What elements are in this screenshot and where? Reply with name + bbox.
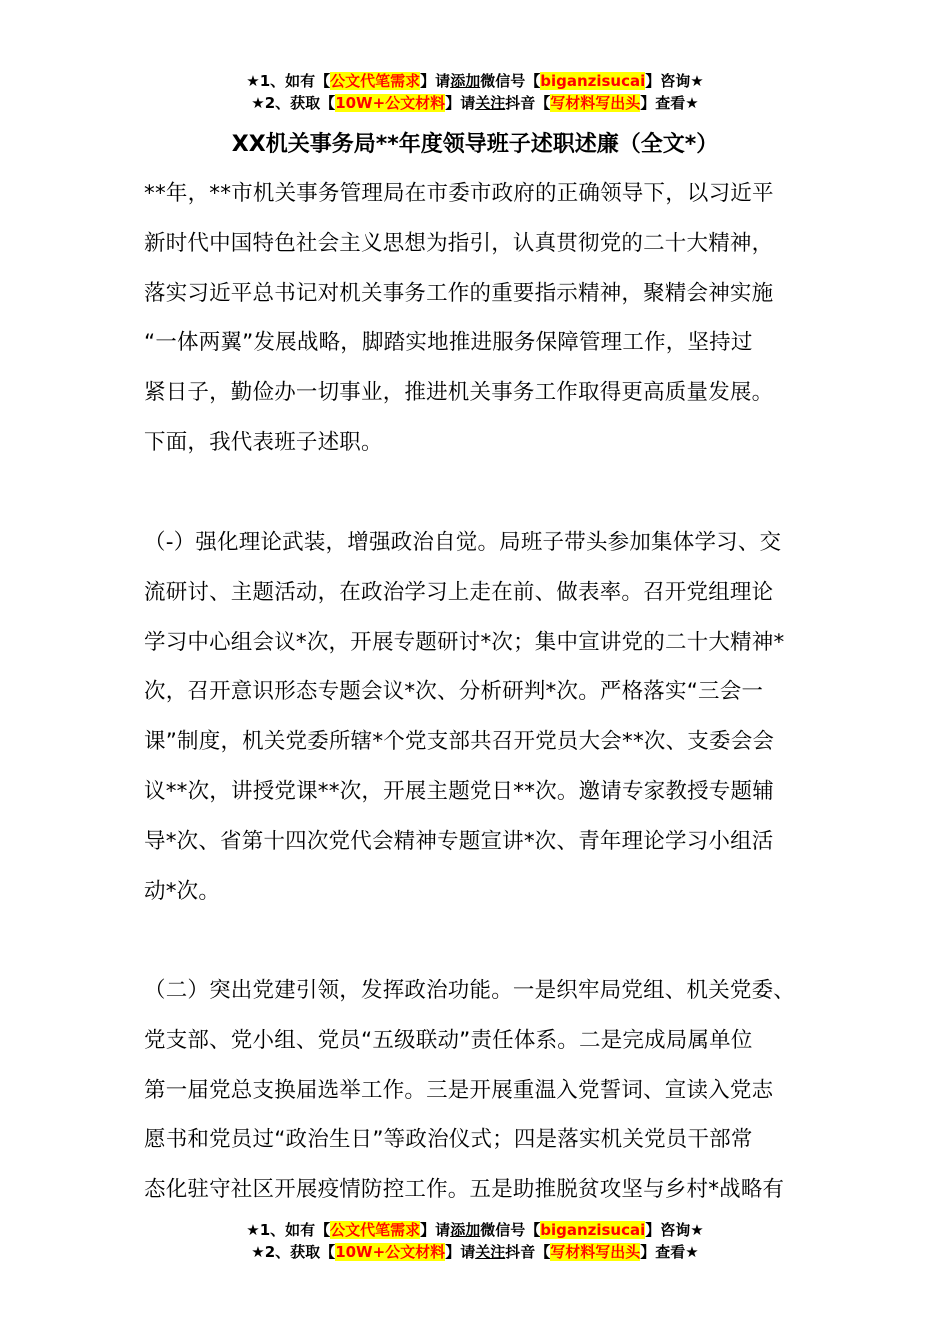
text-line: 紧日子，勤俭办一切事业，推进机关事务工作取得更高质量发展。 <box>144 380 774 406</box>
text-line: （二）突出党建引领，发挥政治功能。一是织牢局党组、机关党委、 <box>144 978 796 1003</box>
paragraph-section-2 <box>144 966 824 1215</box>
text-line: 党支部、党小组、党员“五级联动”责任体系。二是完成局属单位 <box>144 1027 753 1053</box>
banner-highlight: 10W+公文材料 <box>335 94 446 112</box>
banner-highlight: 10W+公文材料 <box>335 1243 446 1261</box>
banner-text: 微信号【 <box>480 72 541 90</box>
banner-highlight: biganzisucai <box>540 72 646 90</box>
banner-highlight: 写材料写出头 <box>550 1243 641 1261</box>
text-line: “一体两翼”发展战略，脚踏实地推进服务保障管理工作，坚持过 <box>144 330 753 356</box>
banner-text: ★1、如有【 <box>246 1221 331 1239</box>
banner-text: ★2、获取【 <box>251 1243 336 1261</box>
text-line: 落实习近平总书记对机关事务工作的重要指示精神，聚精会神实施 <box>144 280 774 306</box>
banner-underlined: 添加 <box>450 72 481 90</box>
text-line: 第一届党总支换届选举工作。三是开展重温入党誓词、宣读入党志 <box>144 1077 774 1103</box>
banner-text: 抖音【 <box>505 1243 551 1261</box>
text-line: （-）强化理论武装，增强政治自觉。局班子带头参加集体学习、交 <box>144 530 782 555</box>
banner-line-2 <box>0 92 950 114</box>
text-line: 课”制度，机关党委所辖*个党支部共召开党员大会**次、支委会会 <box>144 729 775 755</box>
banner-text: ★2、获取【 <box>251 94 336 112</box>
banner-text: 抖音【 <box>505 94 551 112</box>
banner-line-2 <box>0 1241 950 1263</box>
header-banner <box>0 70 950 114</box>
text-line: 态化驻守社区开展疫情防控工作。五是助推脱贫攻坚与乡村*战略有 <box>144 1177 785 1203</box>
text-line: 愿书和党员过“政治生日”等政治仪式；四是落实机关党员干部常 <box>144 1127 753 1153</box>
text-line: **年，**市机关事务管理局在市委市政府的正确领导下，以习近平 <box>144 181 774 206</box>
text-line: 议**次，讲授党课**次，开展主题党日**次。邀请专家教授专题辅 <box>144 778 774 804</box>
banner-highlight: 公文代笔需求 <box>330 1221 421 1239</box>
text-line: 下面，我代表班子述职。 <box>144 429 383 455</box>
paragraph-section-1 <box>144 518 824 916</box>
text-line: 导*次、省第十四次党代会精神专题宣讲*次、青年理论学习小组活 <box>144 828 774 854</box>
banner-text: 】请 <box>445 94 476 112</box>
paragraph-intro <box>144 169 824 468</box>
banner-text: 】查看★ <box>640 1243 699 1261</box>
banner-text: 】请 <box>420 72 451 90</box>
document-title: XX机关事务局**年度领导班子述职述廉（全文*） <box>231 132 719 157</box>
banner-text: 】咨询★ <box>645 72 704 90</box>
banner-text: 】请 <box>420 1221 451 1239</box>
banner-highlight: 写材料写出头 <box>550 94 641 112</box>
footer-banner <box>0 1219 950 1263</box>
banner-underlined: 关注 <box>475 1243 506 1261</box>
banner-underlined: 添加 <box>450 1221 481 1239</box>
text-line: 流研讨、主题活动，在政治学习上走在前、做表率。召开党组理论 <box>144 579 774 605</box>
banner-highlight: 公文代笔需求 <box>330 72 421 90</box>
banner-highlight: biganzisucai <box>540 1221 646 1239</box>
banner-text: 】咨询★ <box>645 1221 704 1239</box>
text-line: 动*次。 <box>144 878 221 904</box>
text-line: 学习中心组会议*次，开展专题研讨*次；集中宣讲党的二十大精神* <box>144 629 785 655</box>
text-line: 次，召开意识形态专题会议*次、分析研判*次。严格落实“三会一 <box>144 679 764 705</box>
banner-underlined: 关注 <box>475 94 506 112</box>
banner-line-1 <box>0 70 950 92</box>
banner-line-1 <box>0 1219 950 1241</box>
banner-text: 】查看★ <box>640 94 699 112</box>
text-line: 新时代中国特色社会主义思想为指引，认真贯彻党的二十大精神， <box>144 230 774 256</box>
banner-text: 微信号【 <box>480 1221 541 1239</box>
banner-text: 】请 <box>445 1243 476 1261</box>
banner-text: ★1、如有【 <box>246 72 331 90</box>
